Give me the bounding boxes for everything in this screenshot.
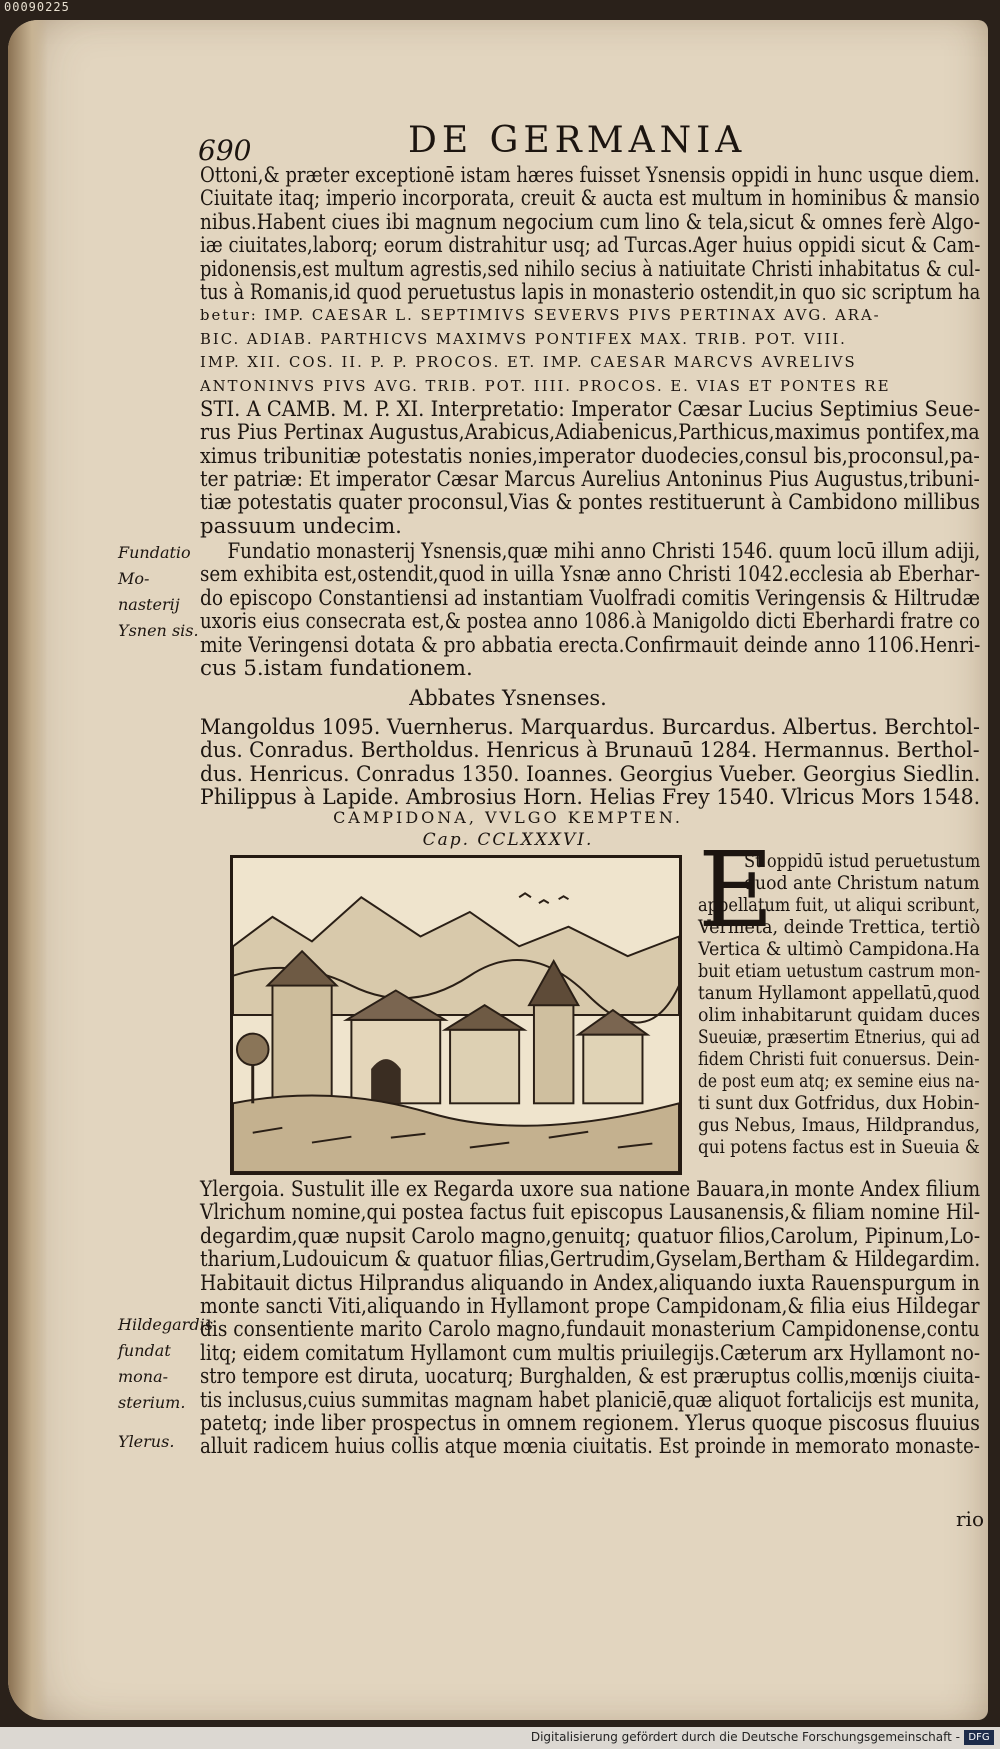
text-line: gus Nebus, Imaus, Hildprandus,	[698, 1114, 981, 1136]
text-line: Ottoni,& præter exceptionē istam hæres fuisset Ysnensis oppidi in hunc usque diem.	[200, 163, 980, 188]
text-line: Philippus à Lapide. Ambrosius Horn. Helias Frey 1540. Vlricus Mors 1548.	[200, 785, 981, 811]
inscription-line: BIC. ADIAB. PARTHICVS MAXIMVS PONTIFEX MAX. TRIB. POT. VIII.	[200, 330, 847, 348]
abbates-heading: Abbates Ysnenses.	[409, 686, 607, 710]
text-line: sem exhibita est,ostendit,quod in uilla Ysnæ anno Christi 1042.ecclesia ab Eberhar-	[200, 562, 981, 588]
text-line: Fundatio monasterij Ysnensis,quæ mihi anno Christi 1546. quum locū illum adiji,	[227, 539, 981, 564]
text-line: tus à Romanis,id quod peruetustus lapis in monasterio ostendit,in quo sic scriptum ha	[200, 279, 981, 305]
text-line: rus Pius Pertinax Augustus,Arabicus,Adiabenicus,Parthicus,maximus pontifex,ma	[200, 420, 980, 446]
woodcut-town-image	[233, 858, 679, 1172]
text-line: quod ante Christum natum	[744, 872, 980, 894]
text-line: nibus.Habent ciues ibi magnum negocium cum lino & tela,sicut & omnes ferè Algo-	[200, 209, 981, 235]
marginal-note-hildegardis: Hildegardis fundat mona- sterium.	[118, 1315, 213, 1412]
inscription-line: betur: IMP. CAESAR L. SEPTIMIVS SEVERVS PIVS PERTINAX AVG. ARA-	[200, 307, 881, 325]
text-line: litq; eidem comitatum Hyllamont cum multis priuilegijs.Cæterum arx Hyllamont no-	[200, 1340, 981, 1366]
text-line: do episcopo Constantiensi ad instantiam Vuolfradi comitis Veringensis & Hiltrudæ	[200, 585, 980, 611]
page-number: 690	[198, 134, 252, 167]
text-line: Vlrichum nomine,qui postea factus fuit episcopus Lausanensis,& filiam nomine Hil-	[200, 1200, 980, 1226]
text-line: stro tempore est diruta, uocaturq; Burghalden, & est præruptus collis,mœnijs ciuita-	[200, 1364, 981, 1390]
text-line: mite Veringensi dotata & pro abbatia erecta.Confirmauit deinde anno 1106.Henri-	[200, 632, 981, 658]
text-line: ti sunt dux Gotfridus, dux Hobin-	[698, 1092, 980, 1114]
marginal-note-fundatio: Fundatio Mo- nasterij Ysnen sis.	[118, 543, 199, 640]
abbates-list	[200, 716, 980, 810]
woodcut-illustration-kempten	[230, 855, 682, 1175]
text-line: cus 5.istam fundationem.	[200, 656, 473, 681]
marginal-note-ylerus: Ylerus.	[118, 1432, 175, 1451]
chapter-number: Cap. CCLXXXVI.	[422, 830, 594, 850]
text-line: monte sancti Viti,aliquando in Hyllamont prope Campidonam,& filia eius Hildegar	[200, 1293, 980, 1319]
paragraph-fundatio-monasterii	[200, 540, 980, 680]
text-line: dis consentiente marito Carolo magno,fundauit monasterium Campidonense,contu	[200, 1317, 980, 1343]
drop-cap-initial: E	[698, 829, 774, 951]
scan-identifier: 00090225	[4, 0, 70, 14]
inscription-line: ANTONINVS PIVS AVG. TRIB. POT. IIII. PROCOS. E. VIAS ET PONTES RE	[200, 377, 891, 395]
text-line: olim inhabitarunt quidam duces	[698, 1004, 981, 1026]
text-line: tiæ potestatis quater proconsul,Vias & pontes restituerunt à Cambidono millibus	[200, 490, 980, 516]
text-line: tharium,Ludouicum & quatuor filias,Gertrudim,Gyselam,Bertham & Hildegardim.	[200, 1247, 981, 1273]
inscription-line: IMP. XII. COS. II. P. P. PROCOS. ET. IMP. CAESAR MARCVS AVRELIVS	[200, 354, 857, 372]
text-line: iæ ciuitates,laborq; eorum distrahitur usq; ad Turcas.Ager huius oppidi sicut & Cam-	[200, 233, 981, 259]
text-line: fidem Christi fuit conuersus. Dein-	[698, 1048, 980, 1070]
page-gutter-shadow	[8, 20, 48, 1720]
text-line: tis inclusus,cuius summitas magnam habet planiciē,quæ aliquot fortalicijs est munita,	[200, 1387, 980, 1413]
text-line: appellatum fuit, ut aliqui scribunt,	[698, 894, 981, 916]
dfg-logo-icon: DFG	[964, 1730, 994, 1745]
text-line: Ciuitate itaq; imperio incorporata, creuit & aucta est multum in hominibus & mansio	[200, 186, 980, 212]
text-line: dus. Conradus. Bertholdus. Henricus à Brunauū 1284. Hermannus. Berthol-	[200, 738, 980, 764]
right-column-text	[698, 850, 981, 1158]
text-line: patetq; inde liber prospectus in omnem regionem. Ylerus quoque piscosus fluuius	[200, 1410, 980, 1436]
text-line: Vermeta, deinde Trettica, tertiò	[698, 916, 981, 938]
paragraph-ysnensis-civitas	[200, 164, 980, 538]
chapter-title: CAMPIDONA, VVLGO KEMPTEN.	[333, 808, 683, 827]
text-line: STI. A CAMB. M. P. XI. Interpretatio: Imperator Cæsar Lucius Septimius Seue-	[200, 396, 981, 422]
text-line: ter patriæ: Et imperator Cæsar Marcus Aurelius Antoninus Pius Augustus,tribuni-	[200, 467, 980, 493]
text-line: tanum Hyllamont appellatū,quod	[698, 982, 980, 1004]
text-line: ximus tribunitiæ potestatis nonies,imperator duodecies,consul bis,proconsul,pa-	[200, 443, 980, 469]
running-title: DE GERMANIA	[408, 120, 747, 161]
text-line: Habitauit dictus Hilprandus aliquando in Andex,aliquando iuxta Rauenspurgum in	[200, 1270, 980, 1296]
footer-credit: Digitalisierung gefördert durch die Deutsche Forschungsgemeinschaft -	[530, 1730, 960, 1744]
paragraph-hildegardis	[200, 1178, 980, 1459]
catchword: rio	[956, 1507, 984, 1531]
text-line: uxoris eius consecrata est,& postea anno 1086.à Manigoldo dicti Eberhardi fratre co	[200, 609, 981, 635]
text-line: Sueuiæ, præsertim Etnerius, qui ad	[698, 1026, 980, 1048]
digitization-footer	[0, 1727, 1000, 1749]
text-line: Ylergoia. Sustulit ille ex Regarda uxore sua natione Bauara,in monte Andex filium	[200, 1177, 981, 1202]
text-line: pidonensis,est multum agrestis,sed nihilo secius à natiuitate Christi inhabitatus & cul-	[200, 256, 981, 282]
text-line: qui potens factus est in Sueuia &	[698, 1136, 980, 1158]
text-line: passuum undecim.	[200, 514, 402, 539]
book-page	[8, 20, 988, 1720]
text-line: degardim,quæ nupsit Carolo magno,genuitq; quatuor filios,Carolum, Pipinum,Lo-	[200, 1223, 981, 1249]
text-line: Vertica & ultimò Campidona.Ha	[698, 938, 980, 960]
text-line: buit etiam uetustum castrum mon-	[698, 960, 981, 982]
text-line: dus. Henricus. Conradus 1350. Ioannes. Georgius Vueber. Georgius Siedlin.	[200, 761, 981, 787]
text-line: alluit radicem huius collis atque mœnia ciuitatis. Est proinde in memorato monaste-	[200, 1434, 980, 1460]
text-line: St oppidū istud peruetustum	[744, 850, 981, 872]
text-line: de post eum atq; ex semine eius na-	[698, 1070, 980, 1092]
text-line: Mangoldus 1095. Vuernherus. Marquardus. Burcardus. Albertus. Berchtol-	[200, 715, 980, 740]
